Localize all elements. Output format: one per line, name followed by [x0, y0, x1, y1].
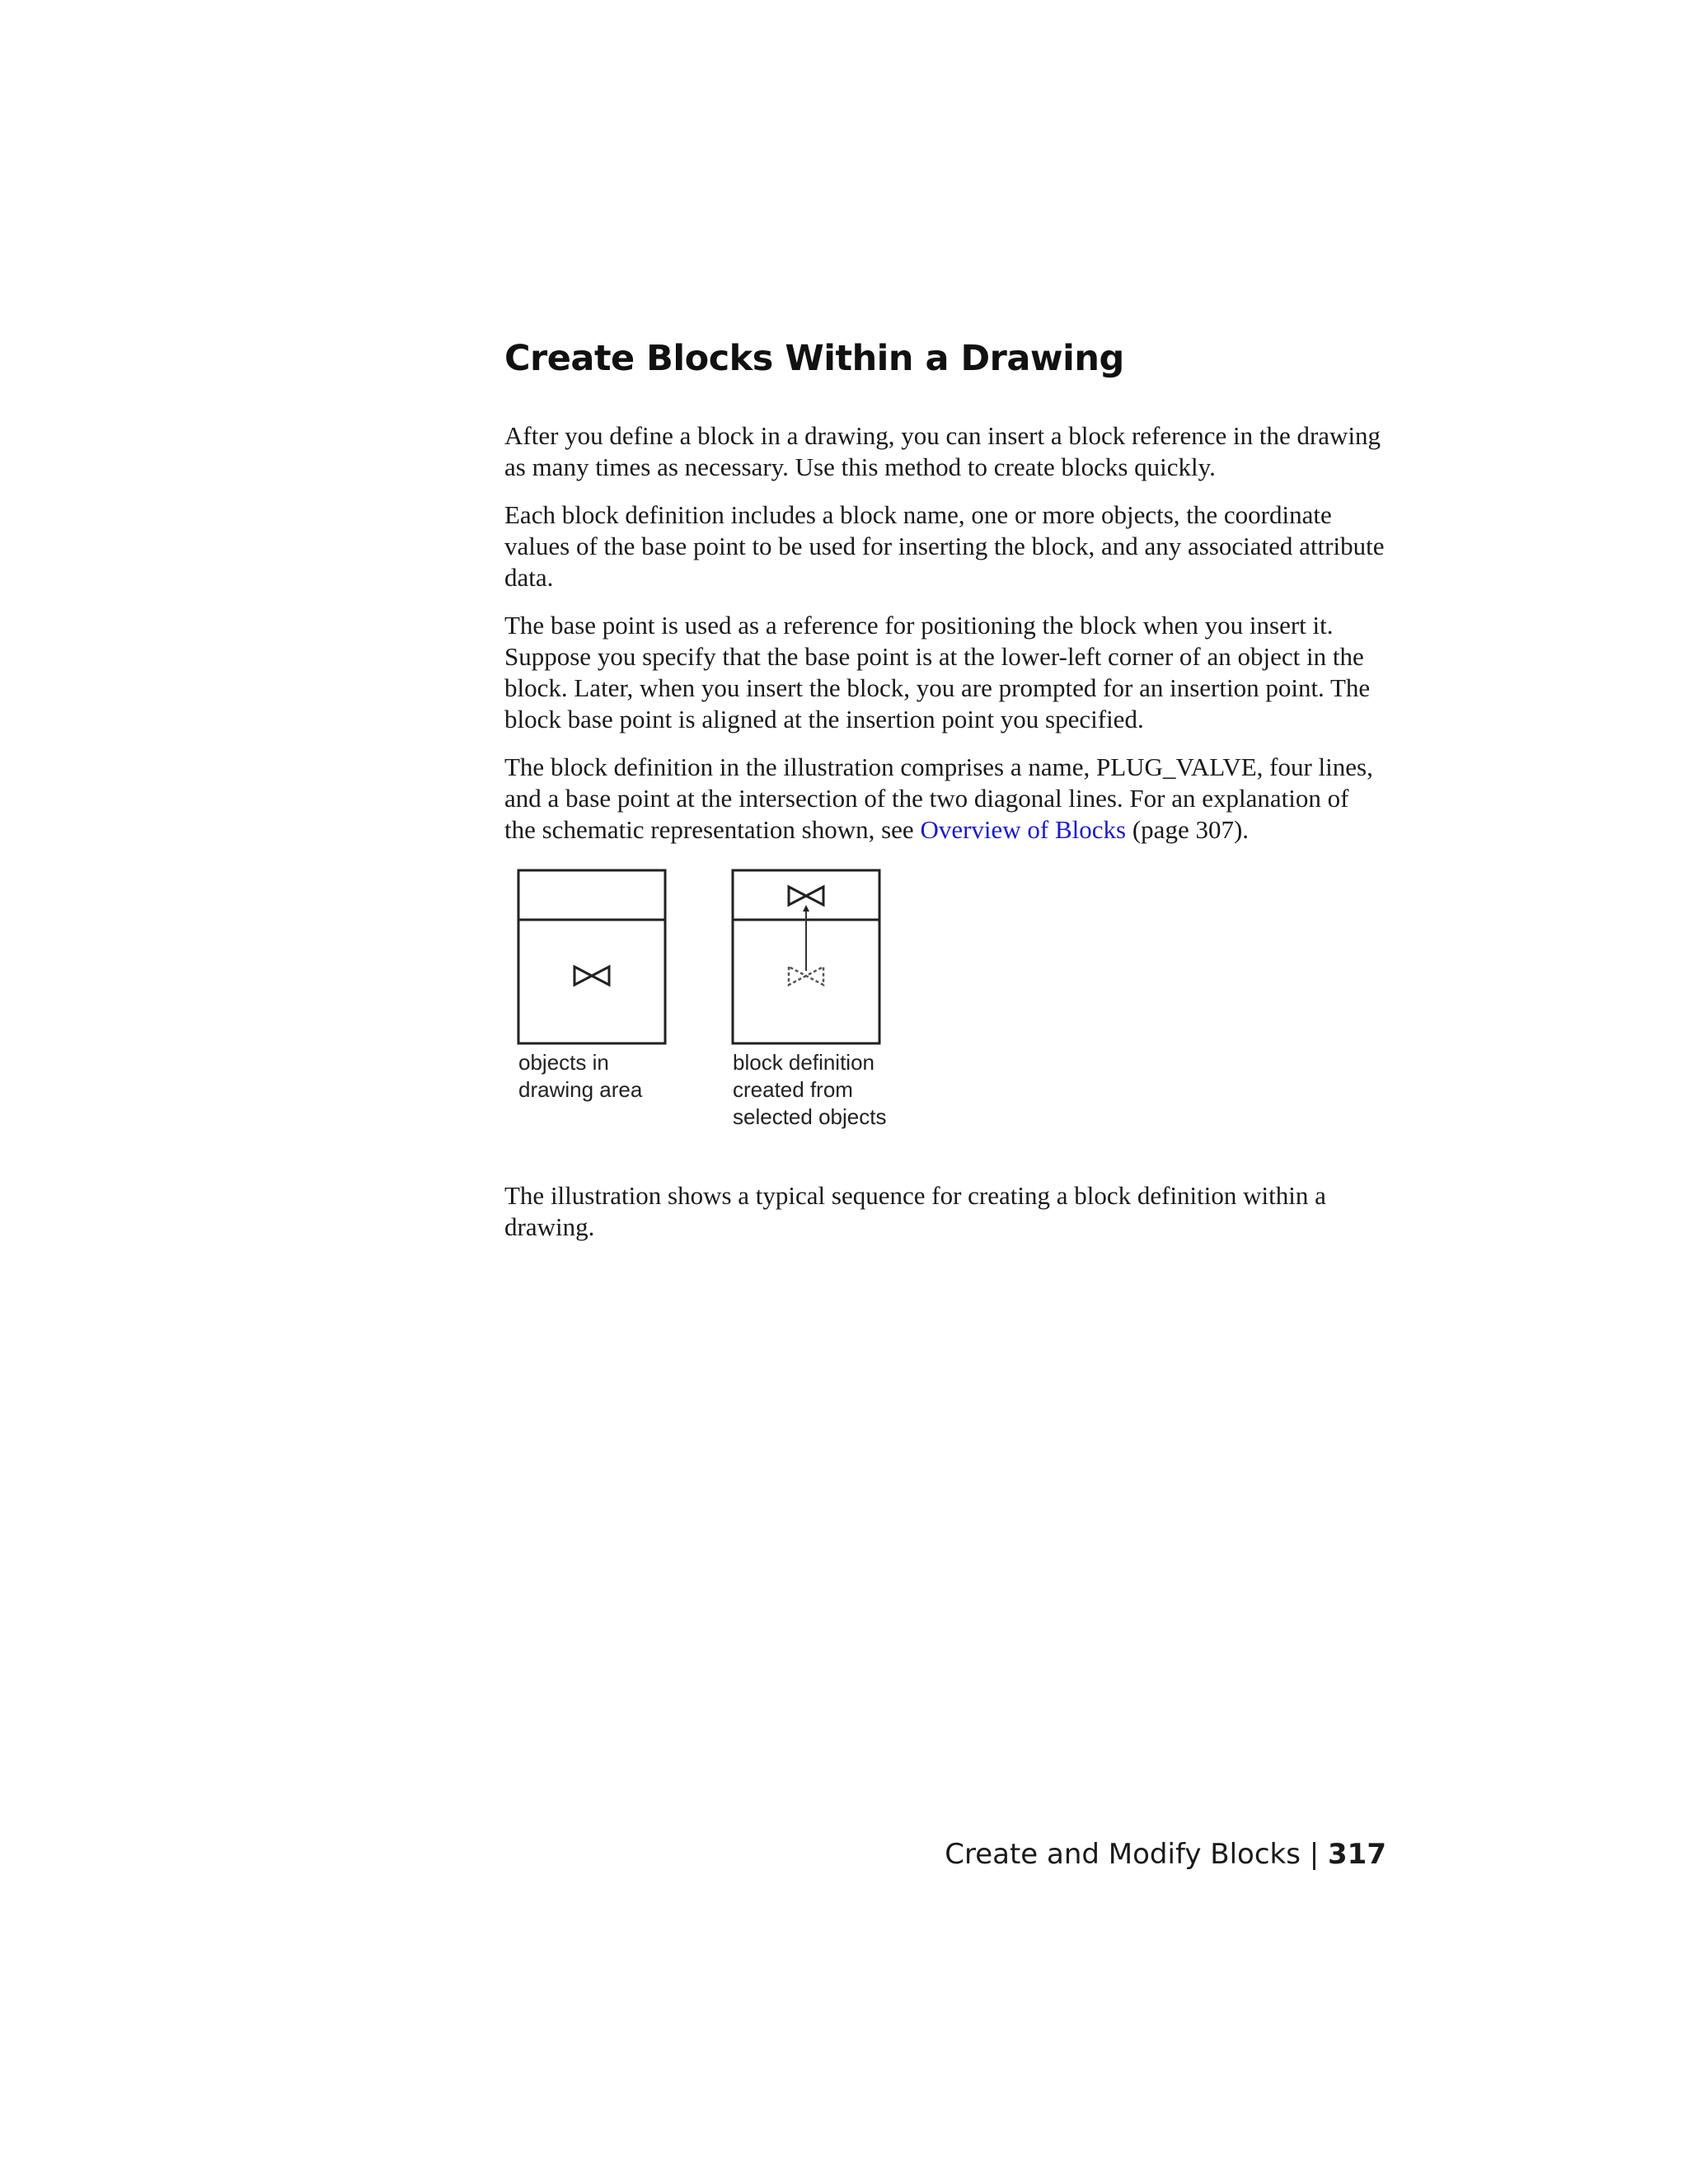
footer-separator: |: [1300, 1838, 1329, 1871]
caption-block-definition: block definition created from selected objects: [733, 1049, 887, 1129]
paragraph-1: After you define a block in a drawing, you can insert a block reference in the drawing as many times as necessary. Use this method to create blocks quickly.: [504, 420, 1381, 481]
block-definition-panel: [733, 870, 879, 1043]
paragraph-4-text: The block definition in the illustration comprises a name, PLUG_VALVE, four lines, and a base point at the intersection of the two diagonal lines. For an explanation of the schematic representation shown, see: [504, 752, 1373, 844]
page-number: 317: [1328, 1838, 1386, 1871]
paragraph-2: Each block definition includes a block name, one or more objects, the coordinate values of the base point to be used for inserting the block, and any associated attribute data.: [504, 499, 1385, 592]
page-footer: [945, 1838, 1386, 1871]
page-title: Create Blocks Within a Drawing: [504, 338, 1124, 379]
caption-drawing-area: objects in drawing area: [518, 1049, 643, 1102]
footer-section-title: Create and Modify Blocks: [945, 1838, 1301, 1871]
drawing-area-panel: [518, 870, 665, 1043]
paragraph-3: The base point is used as a reference for positioning the block when you insert it. Suppose you specify that the base point is at the lower-left corner of an object in the block. Later, when you insert the block, you are prompted for an insertion point. The block base point is aligned at the insertion point you specified.: [504, 610, 1371, 733]
paragraph-4: [504, 752, 1386, 846]
illustration-diagram: [514, 864, 943, 1062]
page-content: [504, 338, 1386, 1259]
paragraph-4-page-ref: (page 307).: [1126, 814, 1250, 844]
block-definition-illustration: [514, 864, 1386, 1152]
paragraph-5: The illustration shows a typical sequence for creating a block definition within a drawing.: [504, 1180, 1326, 1241]
overview-of-blocks-link[interactable]: Overview of Blocks: [920, 814, 1127, 844]
